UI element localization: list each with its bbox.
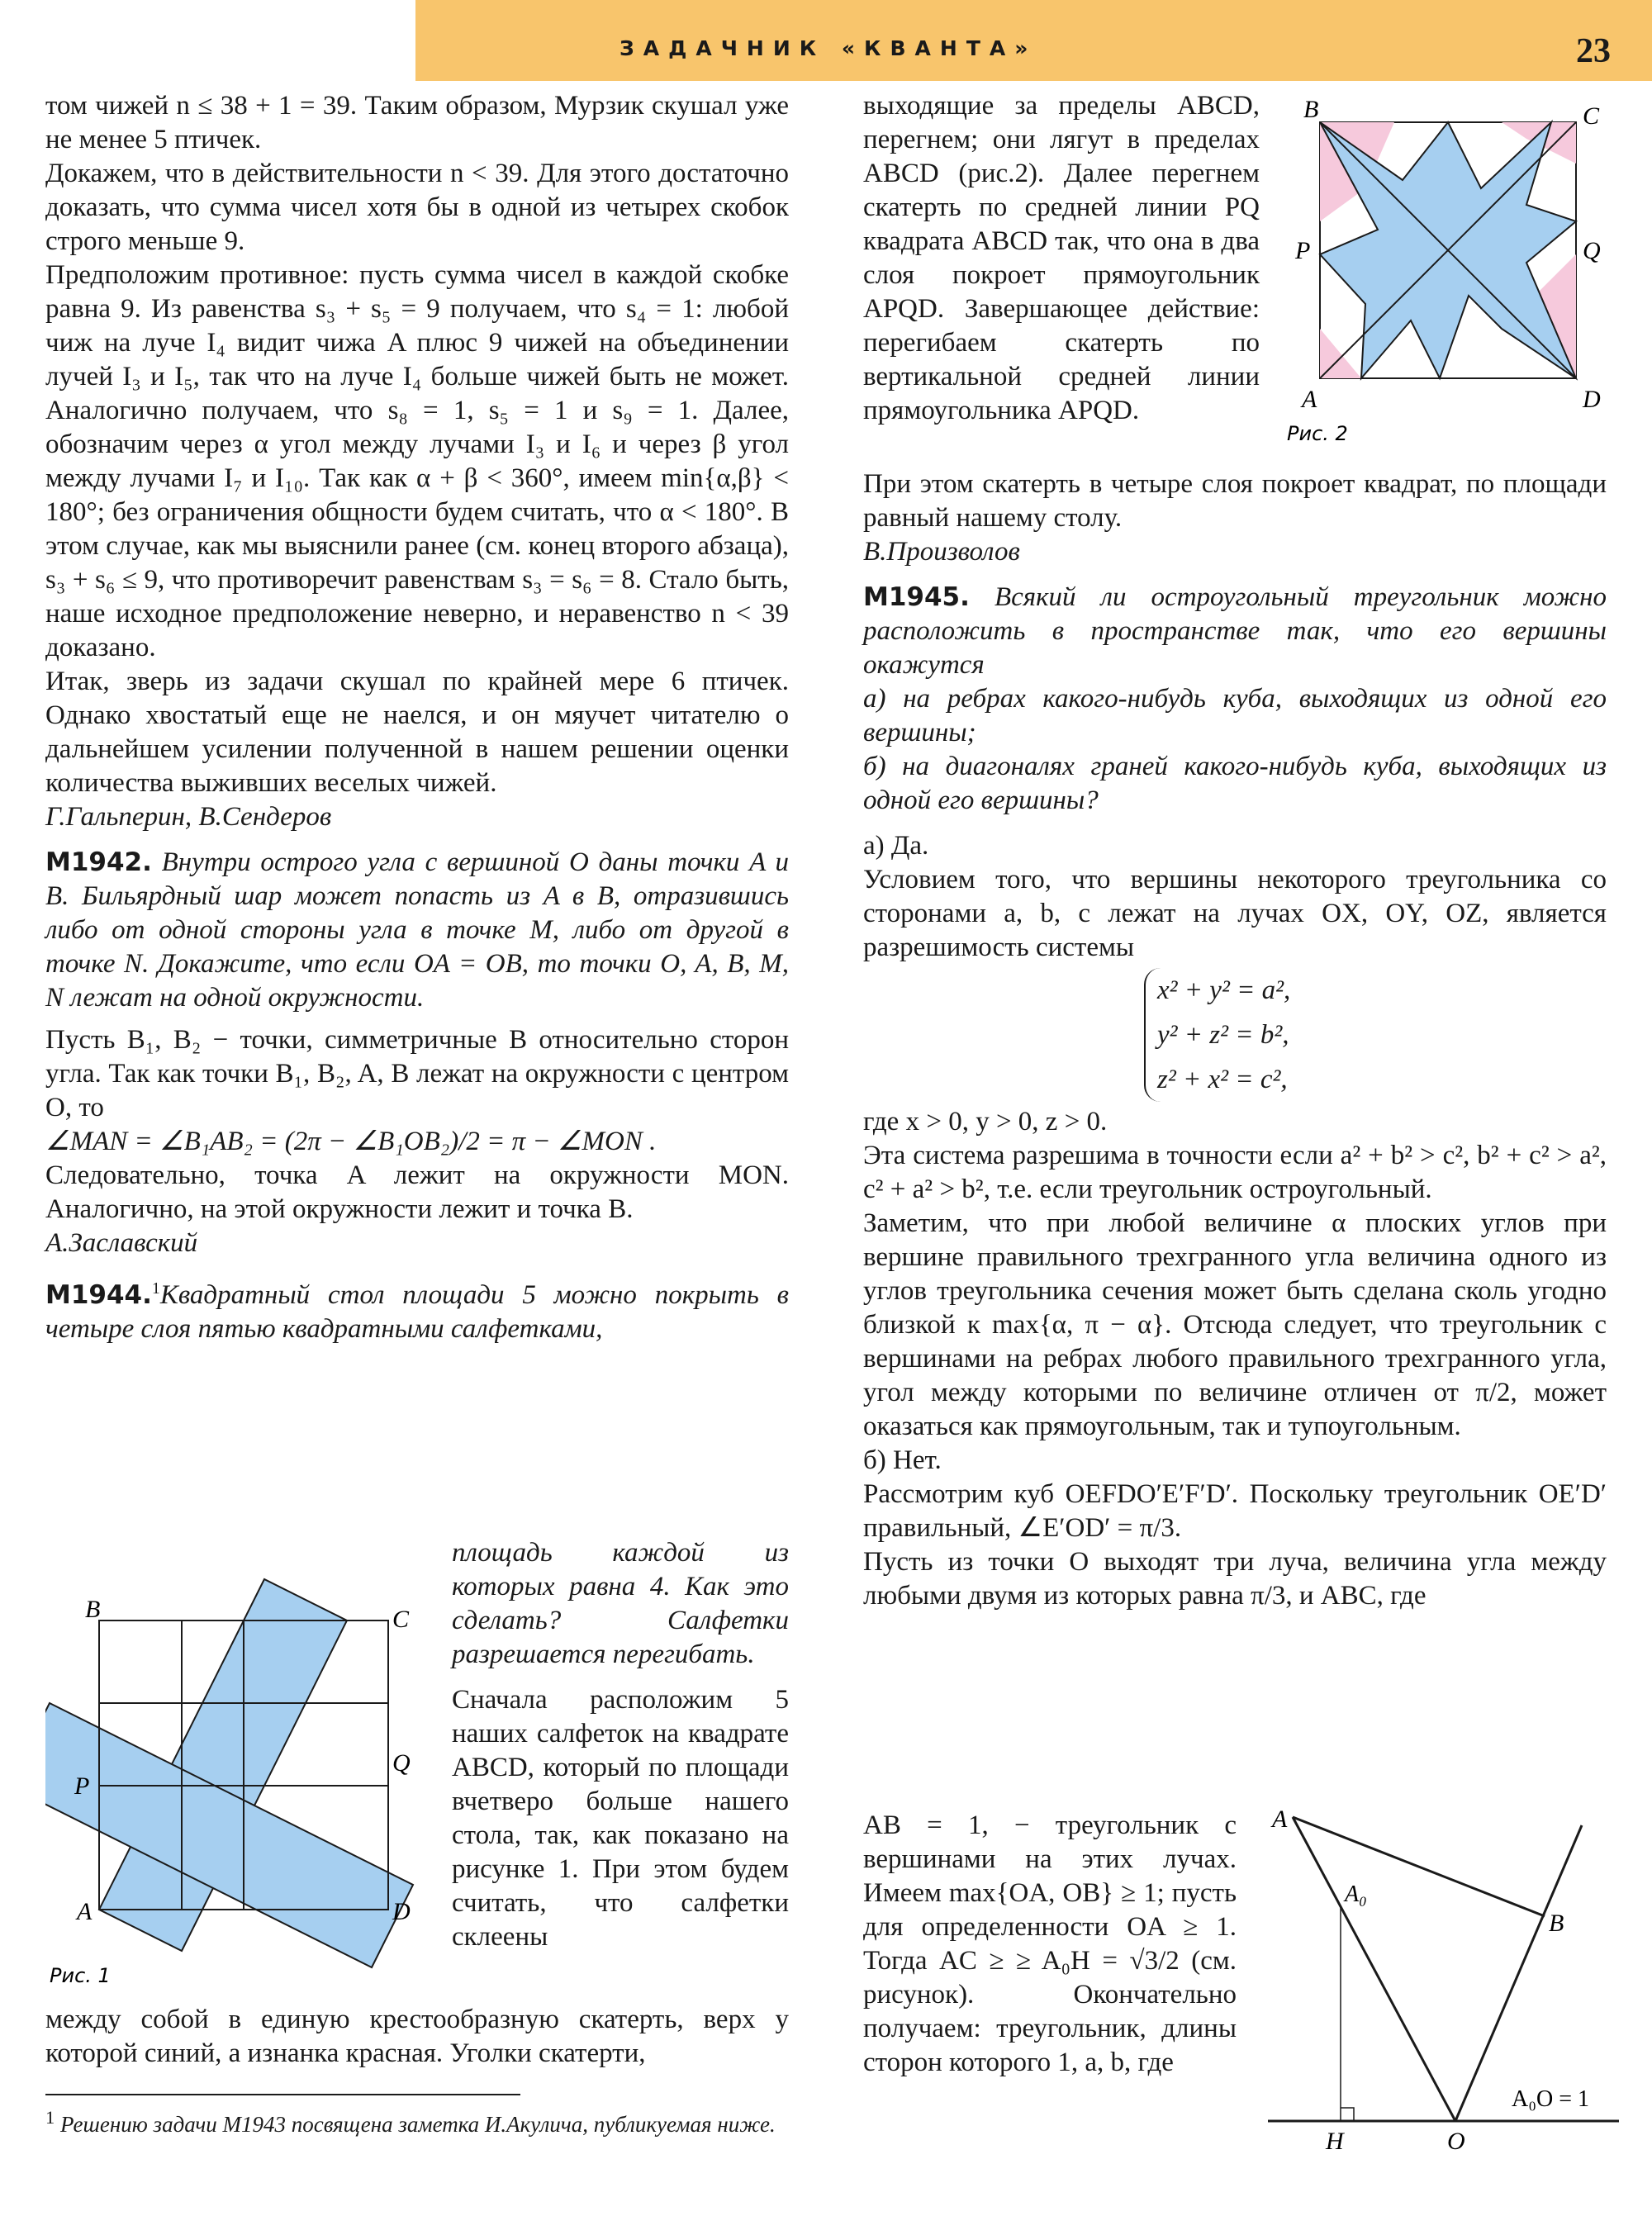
ray-oa bbox=[1293, 1817, 1455, 2121]
equation: x² + y² = a², bbox=[1157, 975, 1291, 1005]
label-c: C bbox=[392, 1606, 410, 1633]
paragraph: Сначала расположим 5 наших салфеток на квадрате ABCD, который по площади вчетверо больше нашего стола, так, как показано на рисунке 1. При этом будем считать, что салфетки склеены bbox=[452, 1685, 789, 1952]
formula: ∠MAN = ∠B₁AB₂ = (2π − ∠B₁OB₂)/2 = π − ∠MON . bbox=[45, 1127, 657, 1156]
annotation-a0o: A₀O = 1 bbox=[1512, 2086, 1589, 2112]
answer-a: а) Да. bbox=[863, 831, 929, 861]
problem-id: М1942. bbox=[45, 847, 152, 877]
left-wrap-text bbox=[452, 1536, 789, 1954]
label-q: Q bbox=[1583, 237, 1601, 264]
label-q: Q bbox=[392, 1749, 411, 1777]
label-c: C bbox=[1583, 102, 1600, 130]
equation-system bbox=[1144, 968, 1607, 1102]
answer-b: б) Нет. bbox=[863, 1445, 942, 1475]
problem-text: площадь каждой из которых равна 4. Как это сделать? Салфетки разрешается перегибать. bbox=[452, 1538, 789, 1669]
label-b: B bbox=[1303, 96, 1319, 123]
right-wrap-text bbox=[863, 89, 1260, 428]
paragraph: Рассмотрим куб OEFDO′E′F′D′. Поскольку треугольник OE′D′ правильный, ∠E′OD′ = π/3. bbox=[863, 1479, 1607, 1543]
running-title: ЗАДАЧНИК «КВАНТА» bbox=[620, 36, 1037, 60]
footnote-number: 1 bbox=[45, 2107, 55, 2128]
problem-m1945 bbox=[863, 581, 1607, 682]
label-a: A bbox=[77, 1898, 93, 1925]
paragraph: Докажем, что в действительности n < 39. Для этого достаточно доказать, что сумма чисел хотя бы в одной из четырех скобок строго меньше 9. bbox=[45, 159, 789, 256]
equation: z² + x² = c², bbox=[1157, 1065, 1288, 1094]
label-p: P bbox=[1295, 237, 1311, 264]
problem-part-a: а) на ребрах какого-нибудь куба, выходящих из одной его вершины; bbox=[863, 684, 1607, 747]
problem-m1942 bbox=[45, 846, 789, 1015]
label-a: A bbox=[1302, 386, 1317, 413]
paragraph: Условием того, что вершины некоторого треугольника со сторонами a, b, c лежат на лучах OX, OY, OZ, является разрешимость системы bbox=[863, 865, 1607, 962]
label-o: O bbox=[1447, 2128, 1465, 2155]
problem-text: Квадратный стол площади 5 можно покрыть в четыре слоя пятью квадратными салфетками, bbox=[45, 1280, 789, 1344]
label-a: A bbox=[1272, 1806, 1288, 1833]
paragraph: Пусть из точки O выходят три луча, величина угла между любыми двумя из которых равна π/3, и ABC, где bbox=[863, 1547, 1607, 1611]
page-number: 23 bbox=[1576, 32, 1611, 70]
paragraph: выходящие за пределы ABCD, перегнем; они лягут в пределах ABCD (рис.2). Далее перегнем скатерть по средней линии PQ квадрата ABCD так, что она в два слоя покроет прямоугольник APQD. Завершающее действие: перегибаем скатерть по вертикальной средней линии прямоугольника APQD. bbox=[863, 91, 1260, 425]
figure-caption: Рис. 1 bbox=[50, 1964, 111, 1987]
figure-1-drawing bbox=[45, 1569, 434, 1999]
label-d: D bbox=[1583, 386, 1601, 413]
paragraph: том чижей n ≤ 38 + 1 = 39. Таким образом, Мурзик скушал уже не менее 5 птичек. bbox=[45, 91, 789, 154]
figure-3 bbox=[1264, 1801, 1635, 2192]
signature: В.Произволов bbox=[863, 537, 1020, 567]
segment-ab bbox=[1293, 1817, 1545, 1916]
figure-3-drawing bbox=[1264, 1801, 1635, 2189]
problem-id: М1944. bbox=[45, 1280, 152, 1310]
paragraph: AB = 1, − треугольник с вершинами на этих лучах. Имеем max{OA, OB} ≥ 1; пусть для определенности OA ≥ 1. Тогда AC ≥ ≥ A₀H = √3/2 (см. рисунок). Окончательно получаем: треугольник, длины сторон которого 1, a, b, где bbox=[863, 1810, 1237, 2077]
label-h: H bbox=[1326, 2128, 1344, 2155]
right-column bbox=[863, 467, 1607, 1613]
figure-1 bbox=[45, 1569, 434, 2002]
figure-2-drawing bbox=[1279, 89, 1626, 453]
footnote bbox=[45, 2104, 789, 2138]
label-d: D bbox=[392, 1898, 411, 1925]
paragraph: где x > 0, y > 0, z > 0. bbox=[863, 1107, 1108, 1136]
problem-text: Внутри острого угла с вершиной O даны точки A и B. Бильярдный шар может попасть из A в B, отразившись либо от одной стороны угла в точке M, либо от другой в точке N. Докажите, что если OA = OB, то точки O, A, B, M, N лежат на одной окружности. bbox=[45, 847, 789, 1013]
problem-m1944 bbox=[45, 1272, 789, 1346]
problem-id: М1945. bbox=[863, 582, 970, 612]
footnote-marker: 1 bbox=[151, 1279, 160, 1298]
paragraph: Пусть B₁, B₂ − точки, симметричные B относительно сторон угла. Так как точки B₁, B₂, A, B лежат на окружности с центром O, то bbox=[45, 1025, 789, 1122]
paragraph: Следовательно, точка A лежит на окружности MON. Аналогично, на этой окружности лежит и точка B. bbox=[45, 1160, 789, 1224]
paragraph: Предположим противное: пусть сумма чисел в каждой скобке равна 9. Из равенства s₃ + s₅ = 9 получаем, что s₄ = 1: любой чиж на луче I₄ видит чижа A плюс 9 чижей на объединении лучей I₃ и I₅, так что на луче I₄ больше чижей быть не может. Аналогично получаем, что s₈ = 1, s₅ = 1 и s₉ = 1. Далее, обозначим через α угол между лучами I₃ и I₆ и через β угол между лучами I₇ и I₁₀. Так как α + β < 360°, имеем min{α,β} < 180°; без ограничения общности будем считать, что α < 180°. В этом случае, как мы выяснили ранее (см. конец второго абзаца), s₃ + s₆ ≤ 9, что противоречит равенствам s₃ = s₆ = 8. Стало быть, наше исходное предположение неверно, и неравенство n < 39 доказано. bbox=[45, 260, 789, 662]
right-angle-mark bbox=[1341, 2108, 1354, 2121]
label-a0: A₀ bbox=[1345, 1881, 1367, 1907]
figure-caption: Рис. 2 bbox=[1287, 422, 1348, 445]
label-p: P bbox=[74, 1772, 90, 1800]
left-bottom-text bbox=[45, 2003, 789, 2071]
footnote-text: Решению задачи М1943 посвящена заметка И.Акулича, публикуемая ниже. bbox=[60, 2112, 776, 2137]
problem-part-b: б) на диагоналях граней какого-нибудь куба, выходящих из одной его вершины? bbox=[863, 752, 1607, 815]
signature: А.Заславский bbox=[45, 1228, 198, 1258]
footnote-rule bbox=[45, 2094, 520, 2095]
paragraph: При этом скатерть в четыре слоя покроет квадрат, по площади равный нашему столу. bbox=[863, 469, 1607, 533]
signature: Г.Гальперин, В.Сендеров bbox=[45, 802, 332, 832]
paragraph: между собой в единую крестообразную скатерть, верх у которой синий, а изнанка красная. Уголки скатерти, bbox=[45, 2005, 789, 2068]
problem-text: Всякий ли остроугольный треугольник можно расположить в пространстве так, что его вершины окажутся bbox=[863, 582, 1607, 680]
paragraph: Заметим, что при любой величине α плоских углов при вершине правильного трехгранного угла величина одного из углов треугольника сечения может быть сделана сколь угодно близкой к max{α, π − α}. Отсюда следует, что треугольник с вершинами на ребрах любого правильного трехгранного угла, угол между которыми по величине отличен от π/2, может оказаться как прямоугольным, так и тупоугольным. bbox=[863, 1208, 1607, 1441]
paragraph: Эта система разрешима в точности если a² + b² > c², b² + c² > a², c² + a² > b², т.е. если треугольник остроугольный. bbox=[863, 1141, 1607, 1204]
label-b: B bbox=[1549, 1910, 1564, 1937]
ray-ob bbox=[1455, 1825, 1582, 2121]
label-b: B bbox=[85, 1596, 101, 1623]
left-column bbox=[45, 89, 789, 1346]
paragraph: Итак, зверь из задачи скушал по крайней мере 6 птичек. Однако хвостатый еще не наелся, и он мяучет читателю о дальнейшем усилении полученной в нашем решении оценки количества выживших веселых чижей. bbox=[45, 667, 789, 798]
figure-2 bbox=[1279, 89, 1626, 456]
right-wrap-text-bottom bbox=[863, 1809, 1237, 2080]
equation: y² + z² = b², bbox=[1157, 1020, 1289, 1050]
